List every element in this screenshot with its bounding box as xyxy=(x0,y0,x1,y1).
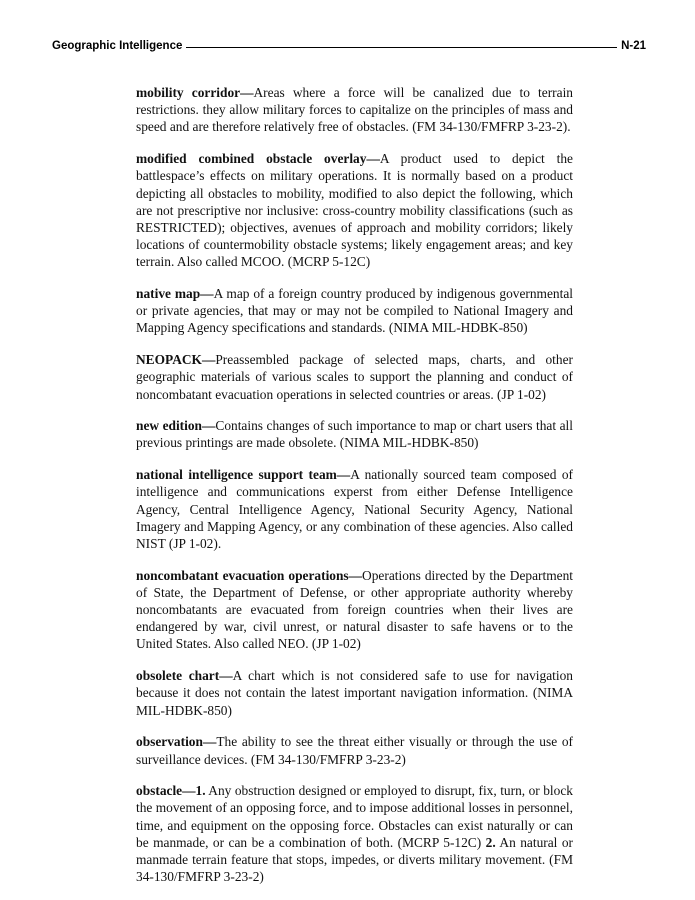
entry-definition: A nationally sourced team composed of intelligence and communications experst from either Defense Intelligence Agency, Central Intelligence Agency, National Security Agency, National Imagery and Mapping Agency, or any combination of these agencies. Also called NIST (JP 1-02). xyxy=(136,467,573,551)
entry-term: national intelligence support team— xyxy=(136,467,351,483)
glossary-body xyxy=(136,84,573,900)
glossary-entry xyxy=(136,417,573,451)
entry-term: obsolete chart— xyxy=(136,668,233,684)
glossary-entry xyxy=(136,150,573,270)
entry-term: obstacle— xyxy=(136,783,196,799)
entry-definition: Contains changes of such importance to map or chart users that all previous printings are made obsolete. (NIMA MIL-HDBK-850) xyxy=(136,418,573,451)
glossary-entry xyxy=(136,733,573,767)
entry-definition: Areas where a force will be canalized due to terrain restrictions. they allow military forces to capitalize on the principles of mass and speed and are therefore relatively free of obstacles. (FM 34-130/FMFRP 3-23-2). xyxy=(136,85,573,135)
section-title: Geographic Intelligence xyxy=(52,40,183,52)
entry-term: native map— xyxy=(136,286,214,302)
running-header xyxy=(52,37,646,55)
entry-definition: The ability to see the threat either visually or through the use of surveillance devices. (FM 34-130/FMFRP 3-23-2) xyxy=(136,734,573,767)
entry-definition: An natural or manmade terrain feature that stops, impedes, or diverts military movement. (FM 34-130/FMFRP 3-23-2) xyxy=(136,834,573,885)
glossary-entry xyxy=(136,285,573,337)
entry-definition: Preassembled package of selected maps, charts, and other geographic materials of various scales to support the planning and conduct of noncombatant evacuation operations in selected countries or areas. (JP 1-02) xyxy=(136,352,573,402)
entry-term: mobility corridor— xyxy=(136,85,254,100)
glossary-entry xyxy=(136,466,573,552)
glossary-entry xyxy=(136,351,573,403)
header-rule xyxy=(186,47,617,48)
glossary-entry xyxy=(136,667,573,719)
entry-definition: A product used to depict the battlespace’s effects on military operations. It is normally based on a product depicting all obstacles to mobility, modified to also depict the following, which are not prescriptive nor inclusive: cross-country mobility classifications (such as RESTRICTED); objectives, avenues of approach and mobility corridors; likely locations of countermobility obstacle systems; likely engagement areas; and key terrain. Also called MCOO. (MCRP 5-12C) xyxy=(136,151,573,270)
entry-definition: Operations directed by the Department of State, the Department of Defense, or other appropriate authority whereby noncombatants are evacuated from foreign countries when their lives are endangered by war, civil unrest, or natural disaster to safe havens or to the United States. Also called NEO. (JP 1-02) xyxy=(136,567,573,652)
entry-definition: A map of a foreign country produced by indigenous governmental or private agencies, that may or may not be compiled to National Imagery and Mapping Agency specifications and standards. (NIMA MIL-HDBK-850) xyxy=(136,286,573,336)
definition-number: 1. xyxy=(195,783,206,799)
entry-term: new edition— xyxy=(136,418,216,434)
entry-term: modified combined obstacle overlay— xyxy=(136,151,380,167)
glossary-entry-obstacle xyxy=(136,782,573,885)
entry-term: observation— xyxy=(136,734,217,750)
entry-definition: Any obstruction designed or employed to disrupt, fix, turn, or block the movement of an opposing force, and to impose additional losses in personnel, time, and equipment on the opposing force. Obstacles can exist naturally or can be manmade, or can be a combination of both. (MCRP 5-12C) xyxy=(136,783,573,850)
entry-term: noncombatant evacuation operations— xyxy=(136,567,363,583)
glossary-entry xyxy=(136,567,573,653)
definition-number: 2. xyxy=(485,834,496,850)
entry-definition: A chart which is not considered safe to use for navigation because it does not contain the latest important navigation information. (NIMA MIL-HDBK-850) xyxy=(136,668,573,718)
entry-term: NEOPACK— xyxy=(136,352,216,368)
page-number: N-21 xyxy=(621,40,646,52)
glossary-entry xyxy=(136,84,573,136)
